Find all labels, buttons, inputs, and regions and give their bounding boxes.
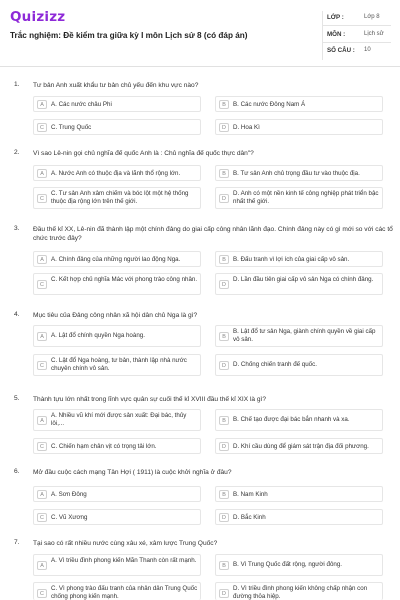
answer-option[interactable] [215,438,383,454]
option-text: D. Chống chiến tranh đế quốc. [233,361,317,368]
option-letter: A [37,332,47,341]
question-text: Tại sao có rất nhiều nước cùng xâu xé, xâm lược Trung Quốc? [33,540,218,547]
answer-option[interactable] [33,119,201,135]
option-text: B. Nam Kinh [233,491,268,498]
option-text: D. Lần đầu tiên giai cấp vô sản Nga có chính đảng. [233,276,374,283]
meta-count-key: SỐ CÂU : [327,47,355,54]
option-letter: C [37,442,47,451]
answer-option[interactable] [215,165,383,181]
option-text: B. Các nước Đông Nam Á [233,101,306,108]
option-text: C. Chiến hạm chân vịt có trọng tải lớn. [51,443,157,450]
option-text: D. Khí cầu dùng để giám sát trận địa đối phương. [233,443,369,450]
option-text: D. Vì triều đình phong kiến không chấp nhận con đường thỏa hiệp. [233,585,368,600]
option-text: C. Trung Quốc [51,124,92,131]
option-text: B. Vì Trung Quốc đất rộng, người đông. [233,561,342,568]
question-text: Tư bản Anh xuất khẩu tư bản chủ yếu đến khu vực nào? [33,82,199,89]
option-letter: C [37,194,47,203]
answer-option[interactable] [215,582,383,600]
meta-count [323,44,391,59]
option-letter: D [219,280,229,289]
option-letter: A [37,561,47,570]
answer-option[interactable] [33,554,201,576]
question-number: 5. [14,395,20,402]
option-text: C. Tư sản Anh xâm chiếm và bóc lột một hệ thống thuộc địa rộng lớn trên thế giới. [51,190,189,205]
option-letter: B [219,255,229,264]
option-text: A. Nước Anh có thuộc địa và lãnh thổ rộng lớn. [51,170,181,177]
meta-class-value: Lớp 8 [364,14,380,20]
answer-option[interactable] [215,251,383,267]
option-letter: C [37,123,47,132]
answer-option[interactable] [215,409,383,431]
meta-count-value: 10 [364,47,371,53]
option-letter: D [219,513,229,522]
answer-option[interactable] [215,354,383,376]
option-letter: A [37,416,47,425]
option-letter: A [37,255,47,264]
question-text: Thành tựu lớn nhất trong lĩnh vực quân sự cuối thế kỉ XVIII đầu thế kỉ XIX là gì? [33,396,267,403]
option-letter: D [219,194,229,203]
answer-option[interactable] [215,273,383,295]
header-divider [0,66,400,67]
answer-option[interactable] [33,509,201,525]
option-text: D. Anh có một nền kinh tế công nghiệp phát triển bậc nhất thế giới. [233,190,379,205]
question-number: 2. [14,149,20,156]
option-letter: C [37,513,47,522]
answer-option[interactable] [215,325,383,347]
option-text: A. Sơn Đông [51,491,87,498]
question-text: Vì sao Lê-nin gọi chủ nghĩa đế quốc Anh là : Chủ nghĩa đế quốc thực dân"? [33,150,254,157]
option-letter: B [219,169,229,178]
option-letter: B [219,490,229,499]
option-letter: A [37,169,47,178]
answer-option[interactable] [33,325,201,347]
option-text: D. Bắc Kinh [233,514,266,521]
answer-option[interactable] [33,409,201,431]
option-letter: B [219,100,229,109]
question-text: Đầu thế kỉ XX, Lê-nin đã thành lập một chính đảng do giai cấp công nhân lãnh đạo. Chính đảng này có gì mới so với các tổ chức trước đây? [33,226,393,242]
answer-option[interactable] [33,354,201,376]
option-text: C. Vũ Xương [51,514,88,521]
option-letter: D [219,589,229,598]
option-text: A. Lật đổ chính quyền Nga hoàng. [51,332,145,339]
option-text: D. Hoa Kì [233,124,260,131]
option-letter: D [219,442,229,451]
answer-option[interactable] [215,486,383,502]
option-text: B. Chế tạo được đại bác bắn nhanh và xa. [233,416,350,423]
option-text: C. Lật đổ Nga hoàng, tư bản, thành lập nhà nước chuyên chính vô sản. [51,357,187,372]
answer-option[interactable] [215,554,383,576]
answer-option[interactable] [33,273,201,295]
question-number: 1. [14,81,20,88]
question-number: 7. [14,539,20,546]
quizizz-logo: Quizizz [10,9,66,25]
answer-option[interactable] [33,251,201,267]
option-text: A. Các nước châu Phi [51,101,112,108]
answer-option[interactable] [33,96,201,112]
question-number: 4. [14,311,20,318]
option-text: A. Vì triều đình phong kiến Mãn Thanh còn rất mạnh. [51,557,197,564]
worksheet-title: Trắc nghiệm: Đề kiểm tra giữa kỳ I môn Lịch sử 8 (có đáp án) [10,31,248,40]
worksheet-header [0,0,400,66]
option-text: B. Lật đổ tư sản Nga, giành chính quyền về giai cấp vô sản. [233,328,376,343]
meta-class [323,11,391,26]
answer-option[interactable] [33,438,201,454]
answer-option[interactable] [33,165,201,181]
answer-option[interactable] [215,96,383,112]
question-number: 6. [14,468,20,475]
option-text: B. Tư sản Anh chủ trọng đầu tư vào thuộc địa. [233,170,360,177]
answer-option[interactable] [215,509,383,525]
question-text: Mục tiêu của Đảng công nhân xã hội dân chủ Nga là gì? [33,312,198,319]
option-text: C. Kết hợp chủ nghĩa Mác với phong trào công nhân. [51,276,198,283]
answer-option[interactable] [33,486,201,502]
question-number: 3. [14,225,20,232]
meta-class-key: LỚP : [327,14,344,21]
option-letter: C [37,280,47,289]
option-letter: D [219,123,229,132]
option-text: A. Chính đảng của những người lao động Nga. [51,256,181,263]
option-text: B. Đấu tranh vì lợi ích của giai cấp vô sản. [233,256,350,263]
answer-option[interactable] [215,187,383,209]
option-text: A. Nhiều vũ khí mới được sản xuất: Đại bác, thủy lôi,... [51,412,187,427]
question-text: Mở đầu cuộc cách mạng Tân Hợi ( 1911) là cuộc khởi nghĩa ở đâu? [33,469,232,476]
meta-subject-value: Lịch sử [364,31,384,37]
option-letter: C [37,589,47,598]
answer-option[interactable] [33,187,201,209]
option-letter: B [219,332,229,341]
meta-subject [323,28,391,43]
answer-option[interactable] [215,119,383,135]
option-letter: D [219,361,229,370]
option-letter: B [219,561,229,570]
option-text: C. Vì phong trào đấu tranh của nhân dân Trung Quốc chống phong kiến mạnh. [51,585,198,600]
meta-subject-key: MÔN : [327,31,346,38]
option-letter: A [37,100,47,109]
answer-option[interactable] [33,582,201,600]
option-letter: B [219,416,229,425]
option-letter: C [37,361,47,370]
option-letter: A [37,490,47,499]
